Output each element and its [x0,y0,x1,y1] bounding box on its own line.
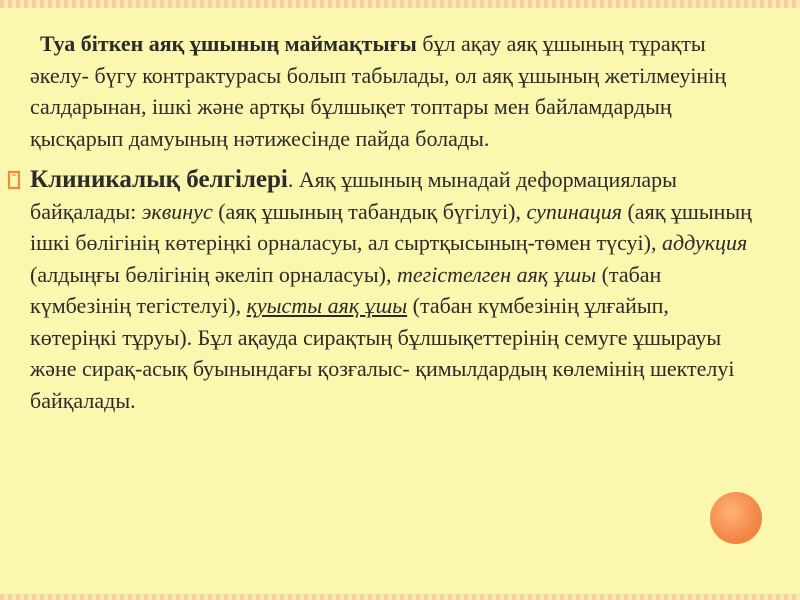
desc-supination: (аяқ ұшының ішкі бөлігінің көтеріңкі орналасуы, ал сыртқысының-төмен түсуі), [30,198,752,255]
paragraph2-bold-lead: Клиникалық белгілері [30,166,288,193]
term-hollow-foot: қуысты аяқ ұшы [246,293,408,318]
term-adduction: аддукция [662,230,748,255]
term-equinus: эквинус [141,198,213,224]
desc-adduction: (алдыңғы бөлігінің әкеліп орналасуы), [30,261,397,287]
paragraph1-bold-lead: Туа біткен аяқ ұшының маймақтығы [40,31,417,56]
top-decorative-stripe [0,0,800,8]
desc-hollow-foot: (табан күмбезінің ұлғайып, көтеріңкі тұруы). Бұл ақауда сирақтың бұлшықеттерінің семуге ұшырауы және сирақ-асық буынындағы қозғалыс- қимылдардың көлемінің шектелуі байқалады. [30,293,735,413]
term-flat-foot: тегістелген аяқ ұшы [397,261,597,287]
paragraph2-lead-after: . Аяқ ұшының мынадай деформациялары байқалады: [30,167,677,224]
decorative-orange-circle [710,492,762,544]
desc-equinus: (аяқ ұшының табандық бүгілуі), [212,198,527,224]
paragraph-congenital-clubfoot [30,28,760,154]
desc-flat-foot: (табан күмбезінің тегістелуі), [30,261,662,318]
paragraph1-text: бұл ақау аяқ ұшының тұрақты әкелу- бүгу контрактурасы болып табылады, ол аяқ ұшының жетілмеуінің салдарынан, ішкі және артқы бұлшықет топтары мен байламдардың қысқарып дамуының нәтижесінде пайда болады. [30,31,727,151]
hollow-square-bullet-icon [6,170,22,190]
slide-body [30,28,760,416]
paragraph-clinical-signs [30,164,760,416]
term-supination: супинация [526,198,622,224]
bottom-decorative-stripe [0,594,800,600]
